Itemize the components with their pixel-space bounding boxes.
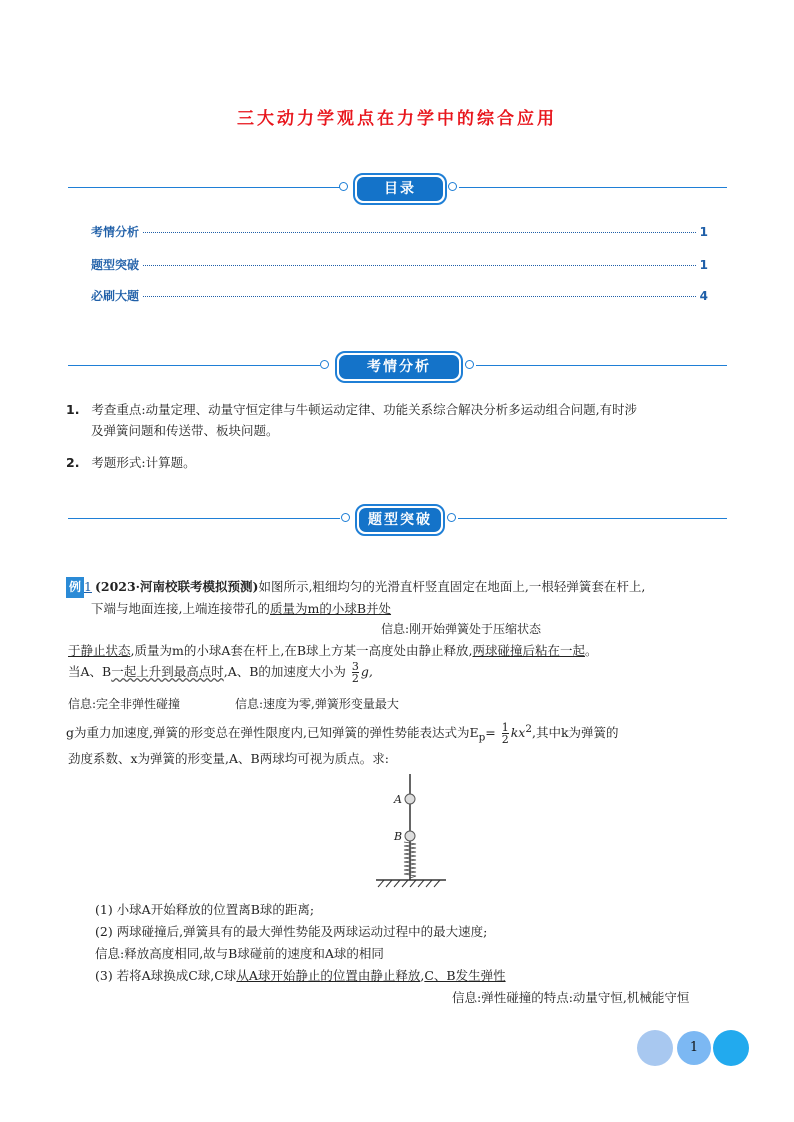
divider-left — [68, 518, 340, 519]
analysis-item: 1. 考查重点:动量定理、动量守恒定律与牛顿运动定律、功能关系综合解决分析多运动组合问题,有时涉 — [66, 402, 638, 417]
toc-header: 目录 — [353, 173, 447, 205]
example-badge: 例 — [66, 577, 84, 598]
info-note: 信息:释放高度相同,故与B球碰前的速度和A球的相同 — [95, 946, 384, 961]
example-line-6: 劲度系数、x为弹簧的形变量,A、B两球均可视为质点。求: — [68, 751, 389, 766]
question-1: (1) 小球A开始释放的位置离B球的距离; — [95, 902, 315, 917]
divider-dot — [465, 360, 474, 369]
page-title: 三大动力学观点在力学中的综合应用 — [237, 109, 557, 129]
divider-right — [458, 518, 727, 519]
analysis-item: 2. 考题形式:计算题。 — [66, 455, 196, 470]
example-line-2: 下端与地面连接,上端连接带孔的质量为m的小球B并处 — [91, 601, 392, 616]
example-line-5: g为重力加速度,弹簧的形变总在弹性限度内,已知弹簧的弹性势能表达式为$E_p=$ $\frac{1}{2}$ $kx^2$,其中k为弹簧的 — [66, 721, 619, 747]
info-note: 信息:速度为零,弹簧形变量最大 — [235, 697, 399, 711]
page-number: 1 — [677, 1031, 711, 1065]
page-decor-circle — [637, 1030, 673, 1066]
ball-a — [405, 794, 415, 804]
example-line-4: 当A、B一起上升到最高点时,A、B的加速度大小为 $\frac{3}{2}$ g, — [68, 660, 373, 685]
divider-left — [68, 187, 340, 188]
info-note: 信息:弹性碰撞的特点:动量守恒,机械能守恒 — [452, 990, 690, 1005]
divider-dot — [320, 360, 329, 369]
example-line-3: 于静止状态,质量为m的小球A套在杆上,在B球上方某一高度处由静止释放,两球碰撞后粘在一起。 — [68, 643, 598, 658]
divider-right — [459, 187, 727, 188]
divider-dot — [447, 513, 456, 522]
divider-right — [476, 365, 727, 366]
label-a: A — [394, 793, 402, 806]
info-note: 信息:刚开始弹簧处于压缩状态 — [381, 622, 542, 636]
toc-item[interactable]: 必刷大题 4 — [91, 289, 708, 303]
spring-figure — [368, 770, 458, 892]
toc-item[interactable]: 题型突破 1 — [91, 258, 708, 272]
ground-hatch — [378, 880, 440, 887]
analysis-header: 考情分析 — [335, 351, 463, 383]
toc-item[interactable]: 考情分析 1 — [91, 225, 708, 239]
divider-dot — [341, 513, 350, 522]
divider-dot — [448, 182, 457, 191]
question-3: (3) 若将A球换成C球,C球从A球开始静止的位置由静止释放,C、B发生弹性 — [95, 968, 506, 983]
divider-dot — [339, 182, 348, 191]
divider-left — [68, 365, 320, 366]
example-line-1: 例 1 (2023·河南校联考模拟预测)如图所示,粗细均匀的光滑直杆竖直固定在地面上,一根轻弹簧套在杆上, — [66, 576, 746, 598]
info-note: 信息:完全非弹性碰撞 — [68, 697, 181, 711]
page-decor-circle — [713, 1030, 749, 1066]
question-2: (2) 两球碰撞后,弹簧具有的最大弹性势能及两球运动过程中的最大速度; — [95, 924, 488, 939]
ball-b — [405, 831, 415, 841]
analysis-item-cont: 及弹簧问题和传送带、板块问题。 — [91, 423, 279, 438]
label-b: B — [394, 830, 403, 843]
types-header: 题型突破 — [355, 504, 445, 536]
